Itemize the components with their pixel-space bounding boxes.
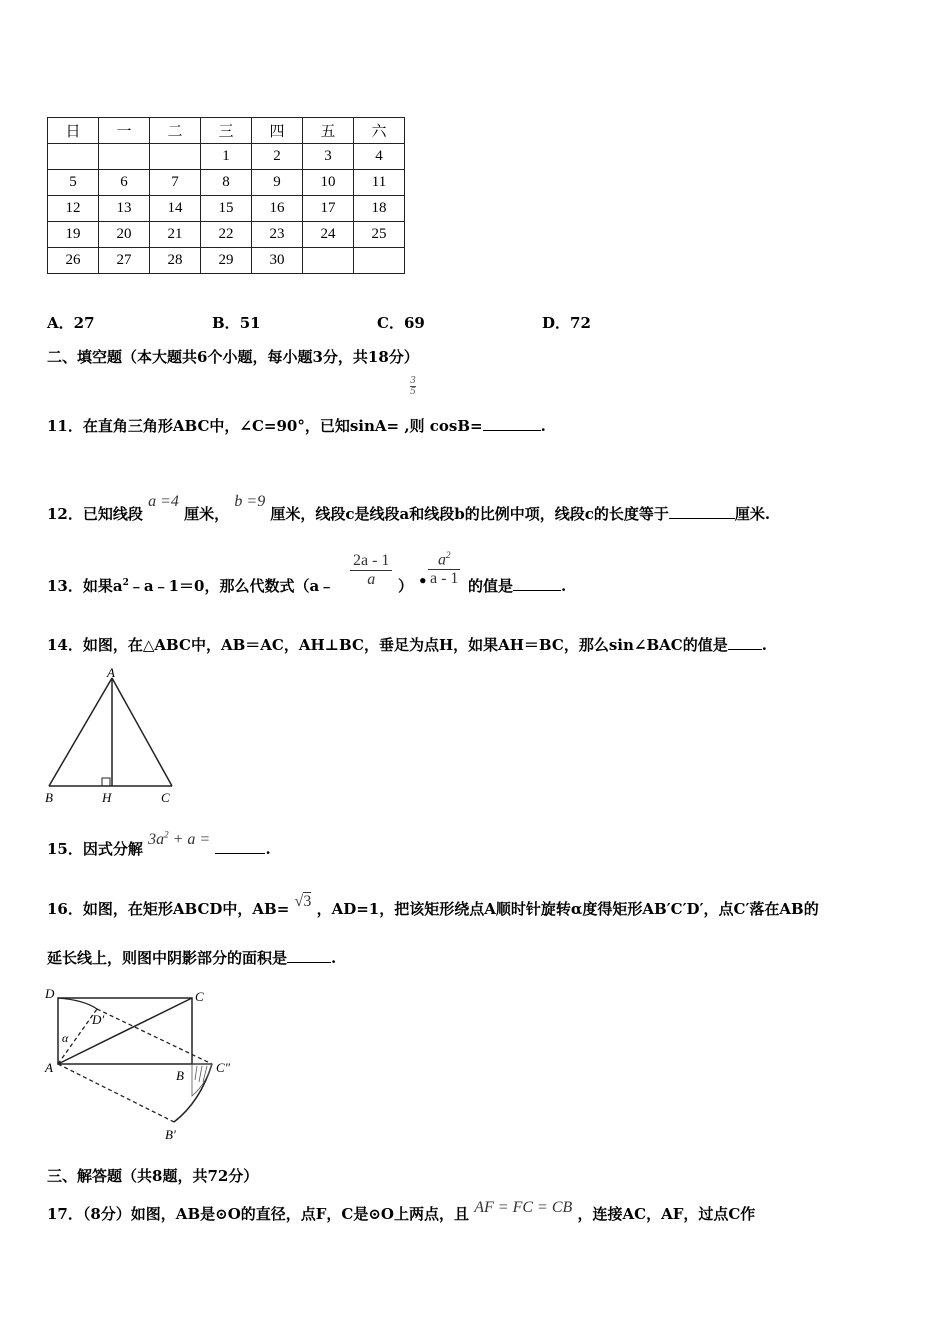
calendar-day-cell: 4 — [354, 144, 405, 170]
q11-blank[interactable] — [483, 430, 541, 431]
hatch-line — [195, 1066, 197, 1080]
calendar-day-cell: 21 — [150, 222, 201, 248]
q15-blank[interactable] — [215, 853, 265, 854]
calendar-day-cell: 22 — [201, 222, 252, 248]
question-17: 17．（8分）如图，AB是⊙O的直径，点F，C是⊙O上两点，且 AF = FC = CB ，连接AC，AF，过点C作 — [47, 1199, 756, 1223]
calendar-day-cell: 2 — [252, 144, 303, 170]
calendar-day-cell: 24 — [303, 222, 354, 248]
label-d-prime: D′ — [92, 1012, 105, 1027]
calendar-day-cell: 10 — [303, 170, 354, 196]
calendar-day-cell: 17 — [303, 196, 354, 222]
label-a: A — [45, 1060, 53, 1075]
q11-fraction: 3 5 — [410, 376, 416, 397]
calendar-header-cell: 四 — [252, 118, 303, 144]
calendar-header-cell: 三 — [201, 118, 252, 144]
calendar-day-cell: 20 — [99, 222, 150, 248]
calendar-day-cell: 13 — [99, 196, 150, 222]
calendar-day-cell: 8 — [201, 170, 252, 196]
question-14: 14．如图，在△ABC中，AB＝AC，AH⊥BC，垂足为点H，如果AH＝BC，那么sin∠BAC的值是 . — [47, 636, 767, 654]
calendar-row — [48, 196, 405, 222]
label-c: C — [195, 989, 204, 1004]
label-c-prime: C″ — [216, 1060, 231, 1075]
side-ac — [112, 678, 172, 786]
hatch-line — [199, 1066, 202, 1082]
calendar-header-cell: 五 — [303, 118, 354, 144]
label-b: B — [45, 790, 53, 805]
option-a: A．27 — [47, 314, 95, 332]
calendar-header-cell: 一 — [99, 118, 150, 144]
arc-dd-prime — [58, 998, 97, 1009]
option-c: C．69 — [377, 314, 425, 332]
q16-rectangle-figure — [42, 984, 237, 1146]
calendar-day-cell — [354, 248, 405, 274]
calendar-day-cell: 23 — [252, 222, 303, 248]
calendar-day-cell: 30 — [252, 248, 303, 274]
right-angle-mark — [102, 778, 110, 786]
diagonal-ac — [58, 998, 192, 1064]
calendar-day-cell: 5 — [48, 170, 99, 196]
label-a: A — [107, 665, 115, 680]
side-ab — [49, 678, 112, 786]
calendar-day-cell — [150, 144, 201, 170]
calendar-day-cell: 14 — [150, 196, 201, 222]
calendar-header-cell: 六 — [354, 118, 405, 144]
calendar-table — [47, 117, 405, 274]
calendar-day-cell: 12 — [48, 196, 99, 222]
label-b: B — [176, 1068, 184, 1083]
calendar-day-cell: 6 — [99, 170, 150, 196]
calendar-day-cell: 27 — [99, 248, 150, 274]
question-12: 12．已知线段 a =4 厘米， b =9 厘米，线段c是线段a和线段b的比例中项，线段c的长度等于 厘米. — [47, 493, 771, 523]
q13-fraction-2: $a^2$ a - 1 — [430, 550, 459, 588]
question-11: 11．在直角三角形ABC中，∠C=90°，已知sinA= ,则 cosB= . — [47, 417, 546, 435]
calendar-header-cell: 二 — [150, 118, 201, 144]
side-ab-prime — [58, 1064, 174, 1122]
question-13: 13．如果$a^2﹣a﹣1=0$，那么代数式（a﹣ — [47, 577, 335, 595]
calendar-day-cell: 25 — [354, 222, 405, 248]
q13-tail: 的值是 . — [468, 577, 567, 595]
calendar-row — [48, 170, 405, 196]
calendar-day-cell: 16 — [252, 196, 303, 222]
calendar-day-cell: 26 — [48, 248, 99, 274]
section-3-heading: 三、解答题（共8题，共72分） — [47, 1167, 259, 1185]
calendar-day-cell: 19 — [48, 222, 99, 248]
calendar-row — [48, 144, 405, 170]
section-2-heading: 二、填空题（本大题共6个小题，每小题3分，共18分） — [47, 348, 419, 366]
question-15: 15．因式分解 $3a^2 + a$ = . — [47, 829, 271, 858]
calendar-day-cell: 3 — [303, 144, 354, 170]
calendar-day-cell — [48, 144, 99, 170]
calendar-header-cell: 日 — [48, 118, 99, 144]
calendar-row — [48, 248, 405, 274]
calendar-row — [48, 222, 405, 248]
label-c: C — [161, 790, 170, 805]
calendar-day-cell: 29 — [201, 248, 252, 274]
calendar-day-cell — [99, 144, 150, 170]
question-16-line-2: 延长线上，则图中阴影部分的面积是 . — [47, 949, 337, 967]
q14-triangle-figure — [44, 664, 179, 809]
q13-fraction-1: 2a - 1 a — [350, 552, 392, 589]
q16-blank[interactable] — [287, 962, 331, 963]
calendar-header-row — [48, 118, 405, 144]
calendar-day-cell: 11 — [354, 170, 405, 196]
calendar-day-cell: 18 — [354, 196, 405, 222]
calendar-day-cell: 28 — [150, 248, 201, 274]
calendar-day-cell — [303, 248, 354, 274]
question-16-line-1: 16．如图，在矩形ABCD中，AB= √3 ，AD=1，把该矩形绕点A顺时针旋转α度得矩形AB′C′D′，点C′落在AB的 — [47, 893, 819, 918]
calendar-day-cell: 9 — [252, 170, 303, 196]
label-b-prime: B′ — [165, 1127, 176, 1142]
q13-paren: ） — [398, 577, 414, 595]
calendar-day-cell: 1 — [201, 144, 252, 170]
label-h: H — [102, 790, 112, 805]
q12-blank[interactable] — [669, 518, 735, 519]
q13-blank[interactable] — [513, 590, 561, 591]
calendar-day-cell: 15 — [201, 196, 252, 222]
option-b: B．51 — [212, 314, 261, 332]
q13-dot: • — [418, 572, 428, 590]
q14-blank[interactable] — [728, 649, 762, 650]
calendar-day-cell: 7 — [150, 170, 201, 196]
label-alpha: α — [62, 1031, 69, 1045]
label-d: D — [45, 986, 55, 1001]
option-d: D．72 — [542, 314, 591, 332]
